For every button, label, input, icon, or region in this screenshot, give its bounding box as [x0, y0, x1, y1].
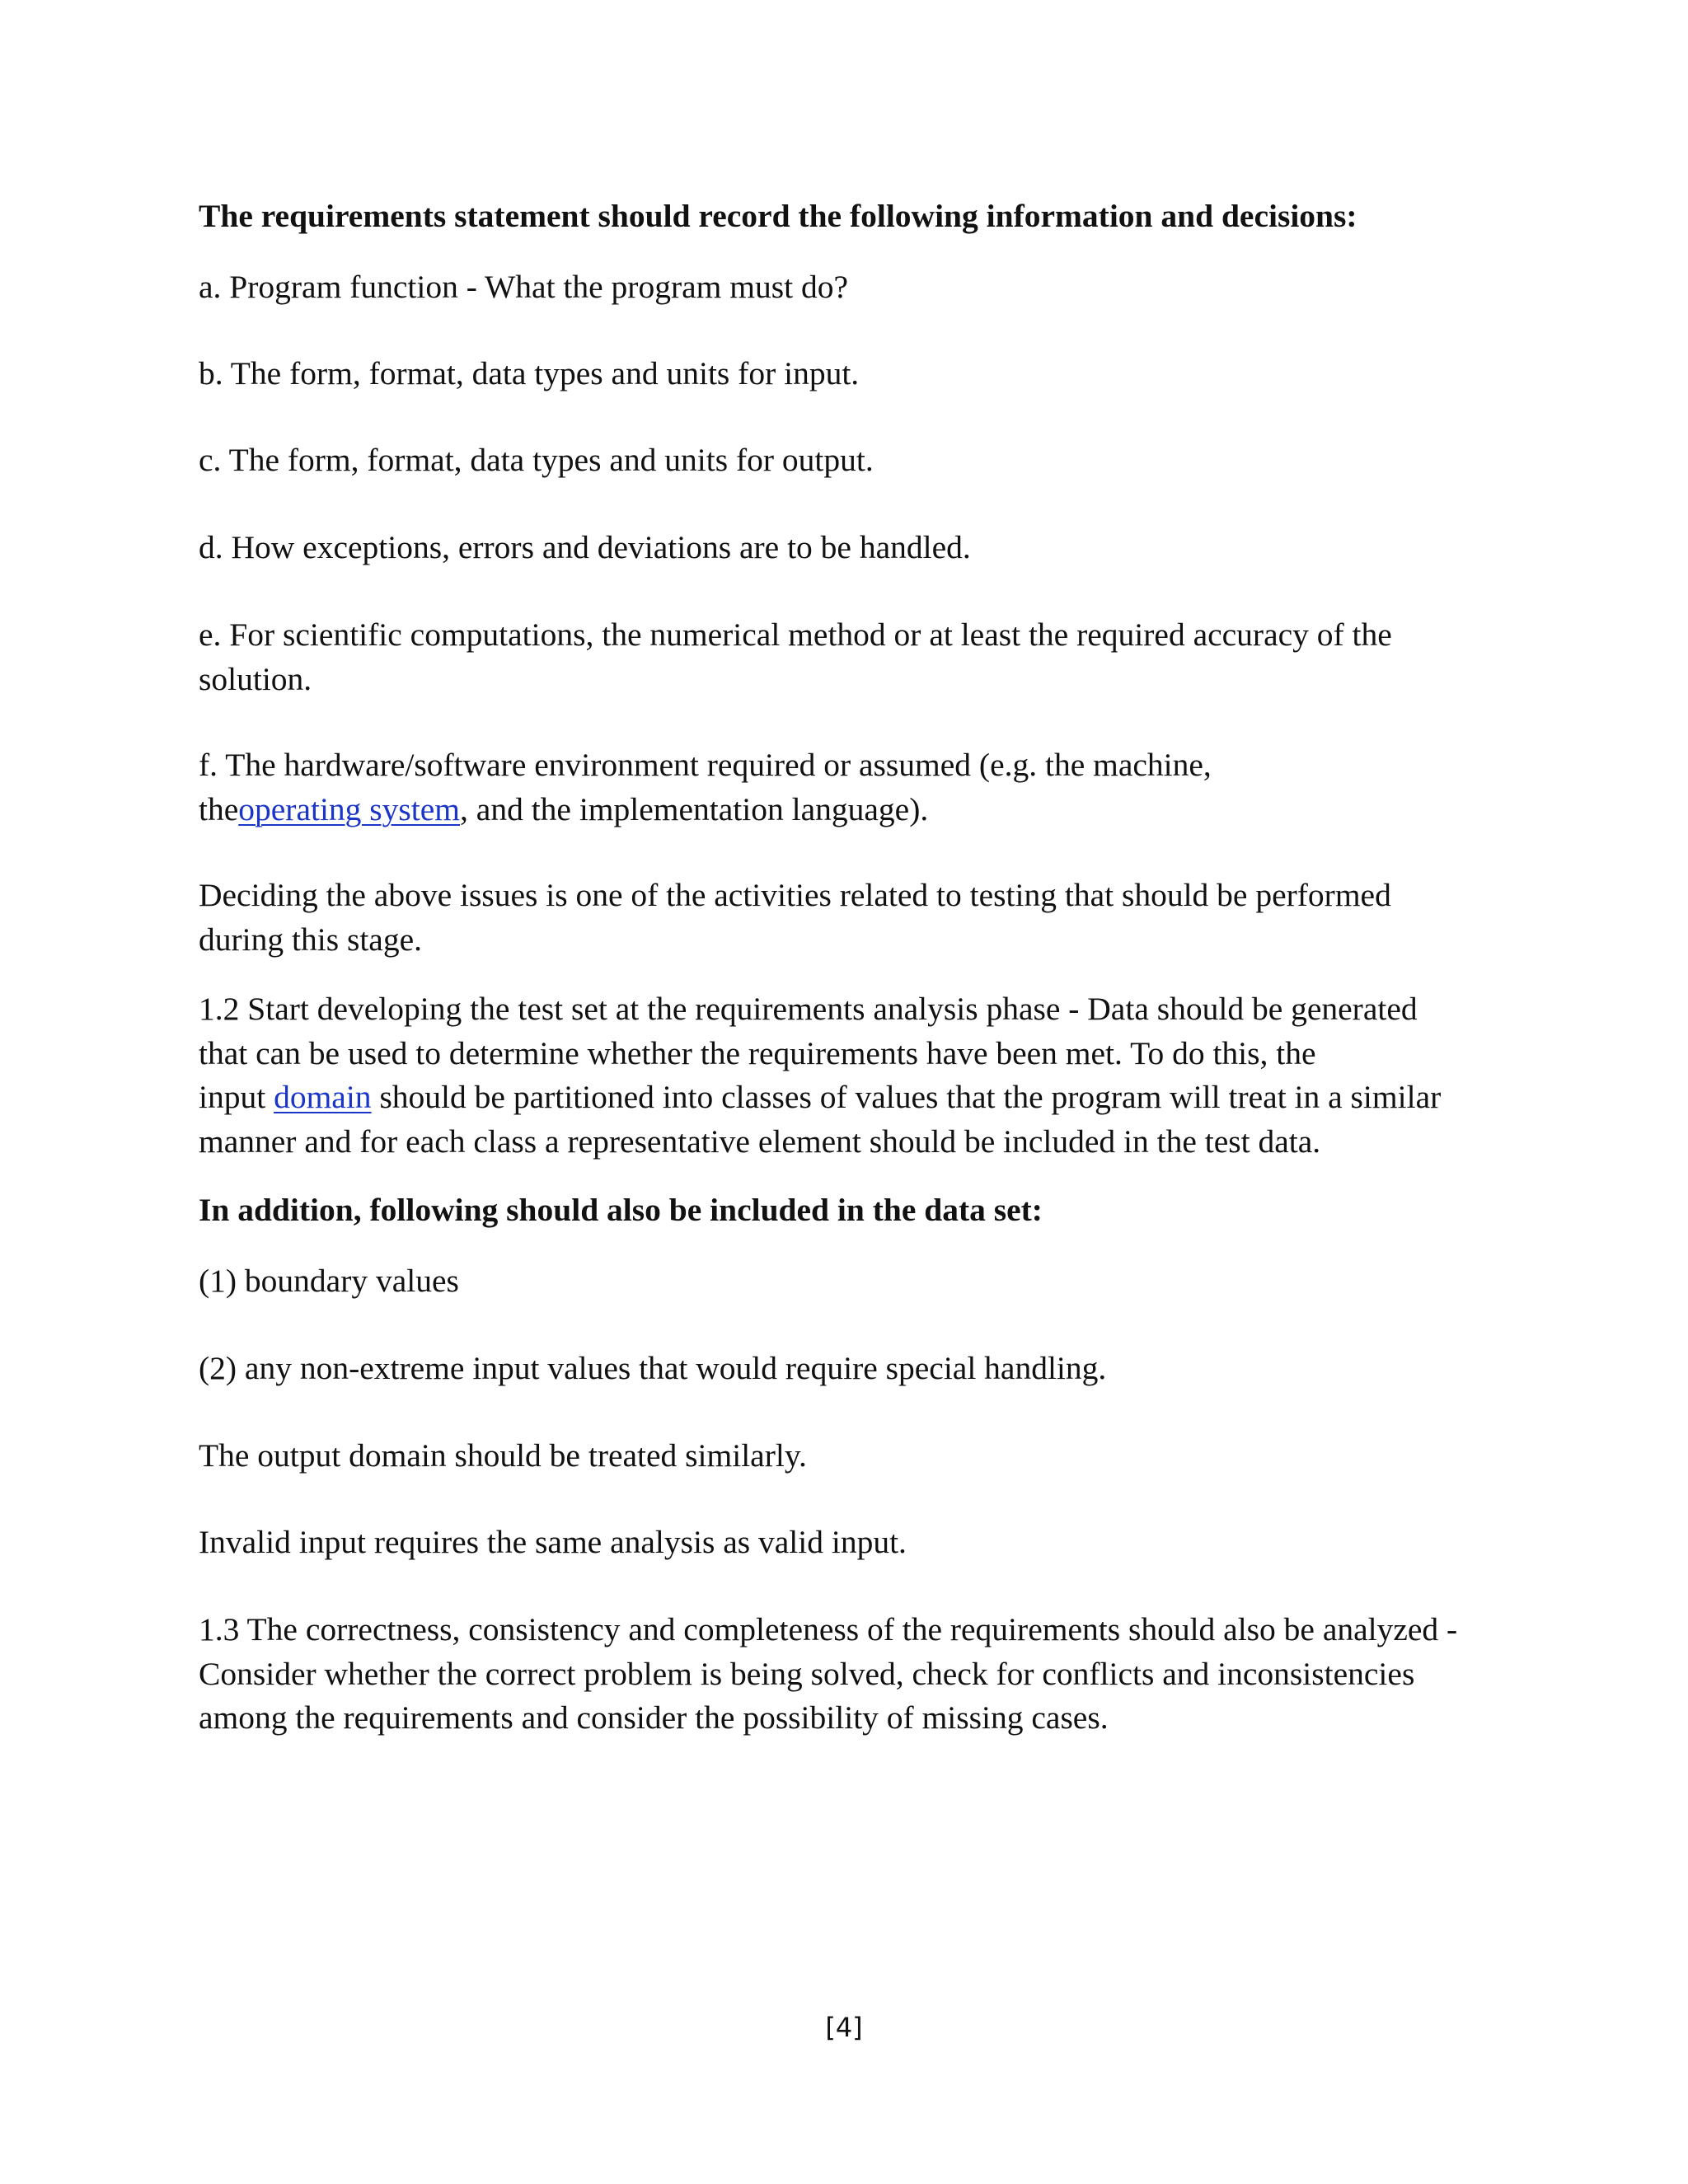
item-b: b. The form, format, data types and units for input. [199, 355, 860, 391]
section-1-2-line-3-suffix: should be partitioned into classes of values that the program will treat in a similar [371, 1079, 1442, 1115]
section-1-2-line-3 [199, 1076, 1501, 1120]
operating-system-link[interactable]: operating system [238, 790, 461, 827]
deciding-paragraph [199, 874, 1501, 962]
section-1-2-line-3-prefix: input [199, 1079, 274, 1115]
section-1-3-line-2: Consider whether the correct problem is being solved, check for conflicts and inconsistencies [199, 1655, 1415, 1692]
section-1-3-paragraph [199, 1608, 1501, 1741]
item-f-suffix: , and the implementation language). [460, 790, 929, 827]
data-set-item-2: (2) any non-extreme input values that would require special handling. [199, 1350, 1107, 1386]
data-set-item-1: (1) boundary values [199, 1263, 459, 1299]
section-1-3-line-3: among the requirements and consider the possibility of missing cases. [199, 1699, 1109, 1736]
item-e-line-2: solution. [199, 660, 312, 697]
output-domain-text: The output domain should be treated similarly. [199, 1437, 807, 1474]
page-number: [4] [825, 2012, 863, 2043]
item-e-line-1: e. For scientific computations, the numerical method or at least the required accuracy of the [199, 616, 1392, 653]
item-f-line-1: f. The hardware/software environment required or assumed (e.g. the machine, [199, 747, 1212, 783]
item-e [199, 613, 1501, 701]
requirements-heading: The requirements statement should record the following information and decisions: [199, 198, 1357, 234]
item-f [199, 743, 1501, 832]
item-d: d. How exceptions, errors and deviations are to be handled. [199, 529, 971, 565]
section-1-3-line-1: 1.3 The correctness, consistency and completeness of the requirements should also be analyzed - [199, 1611, 1458, 1647]
deciding-line-1: Deciding the above issues is one of the activities related to testing that should be performed [199, 877, 1391, 913]
domain-link[interactable]: domain [274, 1079, 372, 1115]
addition-heading: In addition, following should also be included in the data set: [199, 1192, 1043, 1228]
item-f-line-2 [199, 788, 1501, 832]
section-1-2-line-1: 1.2 Start developing the test set at the requirements analysis phase - Data should be generated [199, 991, 1418, 1027]
deciding-line-2: during this stage. [199, 921, 422, 958]
item-a: a. Program function - What the program must do? [199, 269, 848, 305]
section-1-2-paragraph [199, 987, 1501, 1164]
item-f-prefix: the [199, 790, 239, 827]
section-1-2-line-2: that can be used to determine whether the requirements have been met. To do this, the [199, 1034, 1316, 1071]
section-1-2-line-4: manner and for each class a representative element should be included in the test data. [199, 1122, 1321, 1160]
invalid-input-text: Invalid input requires the same analysis as valid input. [199, 1524, 907, 1560]
item-c: c. The form, format, data types and units for output. [199, 442, 874, 478]
